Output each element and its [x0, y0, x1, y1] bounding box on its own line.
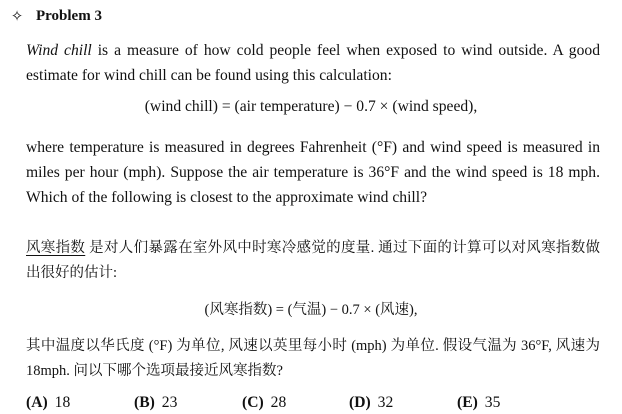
english-formula: (wind chill) = (air temperature) − 0.7 × (wind speed), [144, 98, 478, 115]
english-intro-text: is a measure of how cold people feel when exposed to wind outside. A good estimate for wind chill can be found using this calculation: [26, 42, 600, 84]
wind-chill-term: Wind chill [26, 42, 92, 59]
choice-value: 32 [377, 394, 394, 411]
chinese-term: 风寒指数 [26, 240, 86, 256]
choice-value: 35 [484, 394, 501, 411]
choice-letter: (B) [134, 394, 155, 411]
choice-letter: (E) [457, 394, 478, 411]
choice-value: 28 [270, 394, 287, 411]
choice-a[interactable] [26, 392, 70, 414]
english-intro [26, 38, 600, 88]
chinese-intro [26, 236, 600, 286]
chinese-intro-text: 是对人们暴露在室外风中时寒冷感觉的度量. 通过下面的计算可以对风寒指数做出很好的估计: [26, 240, 601, 281]
problem-header [10, 6, 102, 26]
choice-value: 18 [54, 394, 71, 411]
choice-b[interactable] [134, 392, 177, 414]
english-question: where temperature is measured in degrees Fahrenheit (°F) and wind speed is measured in miles per hour (mph). Suppose the air temperature is 36°F and the wind speed is 18 mph. Which of the following is closest to the approximate wind chill? [26, 139, 600, 206]
chinese-formula: (风寒指数) = (气温) − 0.7 × (风速), [204, 302, 418, 318]
sparkle-icon: ✧ [10, 8, 24, 25]
choice-value: 23 [161, 394, 178, 411]
answer-choices [26, 392, 600, 414]
choice-c[interactable] [242, 392, 286, 414]
choice-letter: (C) [242, 394, 264, 411]
choice-e[interactable] [457, 392, 500, 414]
choice-letter: (A) [26, 394, 48, 411]
problem-title: Problem 3 [36, 7, 102, 24]
choice-letter: (D) [349, 394, 371, 411]
choice-d[interactable] [349, 392, 393, 414]
chinese-question: 其中温度以华氏度 (°F) 为单位, 风速以英里每小时 (mph) 为单位. 假设气温为 36°F, 风速为 18mph. 问以下哪个选项最接近风寒指数? [26, 338, 600, 379]
